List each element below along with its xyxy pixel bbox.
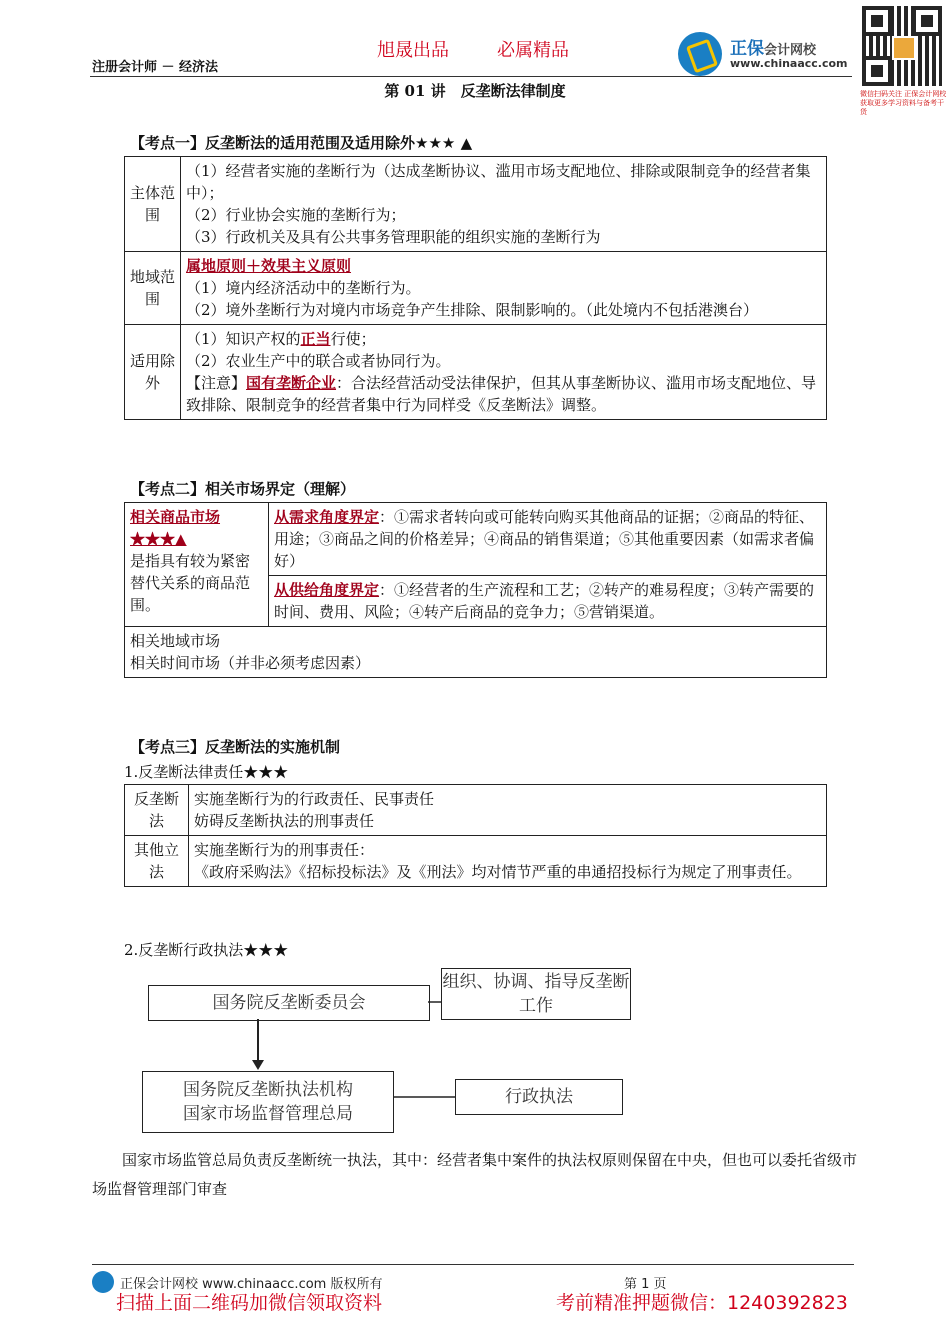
slogan-2: 必属精品 [497, 40, 569, 61]
demand-label: 从需求角度界定 [274, 508, 380, 526]
slogan-1: 旭晟出品 [377, 40, 449, 61]
page-number: 第 1 页 [624, 1277, 667, 1292]
footer-promo-right: 考前精准押题微信：1240392823 [556, 1292, 848, 1314]
agency-line-2: 国家市场监督管理总局 [183, 1104, 353, 1124]
text: （1）知识产权的 [186, 330, 301, 348]
summary-paragraph: 国家市场监管总局负责反垄断统一执法，其中：经营者集中案件的执法权原则保留在中央，但也可以委托省级市场监督管理部门审查 [92, 1151, 858, 1198]
list-item: （1）经营者实施的垄断行为（达成垄断协议、滥用市场支配地位、排除或限制竞争的经营者集中）； [186, 162, 811, 202]
list-item: （2）境外垄断行为对境内市场竞争产生排除、限制影响的。（此处境内不包括港澳台） [186, 301, 759, 319]
note-label: 【注意】 [186, 374, 247, 392]
list-item: （2）农业生产中的联合或者协同行为。 [186, 352, 451, 370]
footer-logo-icon [92, 1271, 114, 1293]
geo-market: 相关地域市场 [130, 632, 221, 650]
page-title: 第 01 讲 反垄断法律制度 [384, 82, 566, 100]
diagram-box-committee: 国务院反垄断委员会 [148, 985, 430, 1021]
qr-caption: 微信扫码关注 正保会计网校 获取更多学习资料与备考干货 [860, 90, 947, 116]
row-category: 其他立法 [125, 836, 189, 887]
row-category: 反垄断法 [125, 785, 189, 836]
footer-promo-left: 扫描上面二维码加微信领取资料 [116, 1292, 383, 1314]
course-title: 注册会计师 － 经济法 [92, 60, 219, 75]
time-market: 相关时间市场（并非必须考虑因素） [130, 654, 371, 672]
row-category: 地域范围 [125, 252, 181, 325]
product-desc: 是指具有较为紧密替代关系的商品范围。 [130, 552, 251, 614]
subheading-1: 1.反垄断法律责任★★★ [124, 763, 289, 781]
section3-heading: 【考点三】反垄断法的实施机制 [130, 738, 341, 756]
diagram-box-committee-note: 组织、协调、指导反垄断工作 [441, 968, 631, 1020]
text: 行使； [330, 330, 376, 348]
logo-main: 正保 [730, 39, 764, 59]
row-category: 主体范围 [125, 157, 181, 252]
supply-label: 从供给角度界定 [274, 581, 380, 599]
logo-url: www.chinaacc.com [730, 57, 848, 70]
list-item: 《政府采购法》《招标投标法》及《刑法》均对情节严重的串通招投标行为规定了刑事责任。 [194, 863, 802, 881]
list-item: （1）境内经济活动中的垄断行为。 [186, 279, 421, 297]
demand-text: ：①需求者转向或可能转向购买其他商品的证据；②商品的特征、用途；③商品之间的价格差异；④商品的销售渠道；⑤其他重要因素（如需求者偏好） [274, 508, 815, 570]
highlight: 国有垄断企业 [246, 374, 337, 392]
list-item: 妨碍反垄断执法的刑事责任 [194, 812, 375, 830]
list-item: （2）行业协会实施的垄断行为； [186, 206, 406, 224]
footer-copyright: 正保会计网校 www.chinaacc.com 版权所有 [120, 1277, 383, 1292]
section2-heading: 【考点二】相关市场界定（理解） [130, 480, 356, 498]
diagram-box-enforcement: 行政执法 [455, 1079, 623, 1115]
principle-highlight: 属地原则＋效果主义原则 [186, 257, 352, 275]
text: ：合法经营活动受法律保护，但其从事垄断协议、滥用市场支配地位、导致排除、限制竞争的经营者集中行为同样受《反垄断法》调整。 [186, 374, 817, 414]
highlight: 正当 [300, 330, 331, 348]
list-item: 实施垄断行为的行政责任、民事责任 [194, 790, 435, 808]
diagram-box-agency [142, 1071, 394, 1133]
product-market: 相关商品市场★★★▲ [130, 508, 221, 548]
agency-line-1: 国务院反垄断执法机构 [183, 1080, 353, 1100]
list-item: （3）行政机关及具有公共事务管理职能的组织实施的垄断行为 [186, 228, 601, 246]
footer-divider [92, 1264, 854, 1265]
subheading-2: 2.反垄断行政执法★★★ [124, 941, 289, 959]
row-category: 适用除外 [125, 325, 181, 420]
supply-text: ：①经营者的生产流程和工艺；②转产的难易程度；③转产需要的时间、费用、风险；④转产后商品的竞争力；⑤营销渠道。 [274, 581, 815, 621]
list-item: 实施垄断行为的刑事责任： [194, 841, 375, 859]
section1-heading: 【考点一】反垄断法的适用范围及适用除外★★★ ▲ [130, 134, 473, 152]
logo-sub: 会计网校 [764, 43, 817, 58]
